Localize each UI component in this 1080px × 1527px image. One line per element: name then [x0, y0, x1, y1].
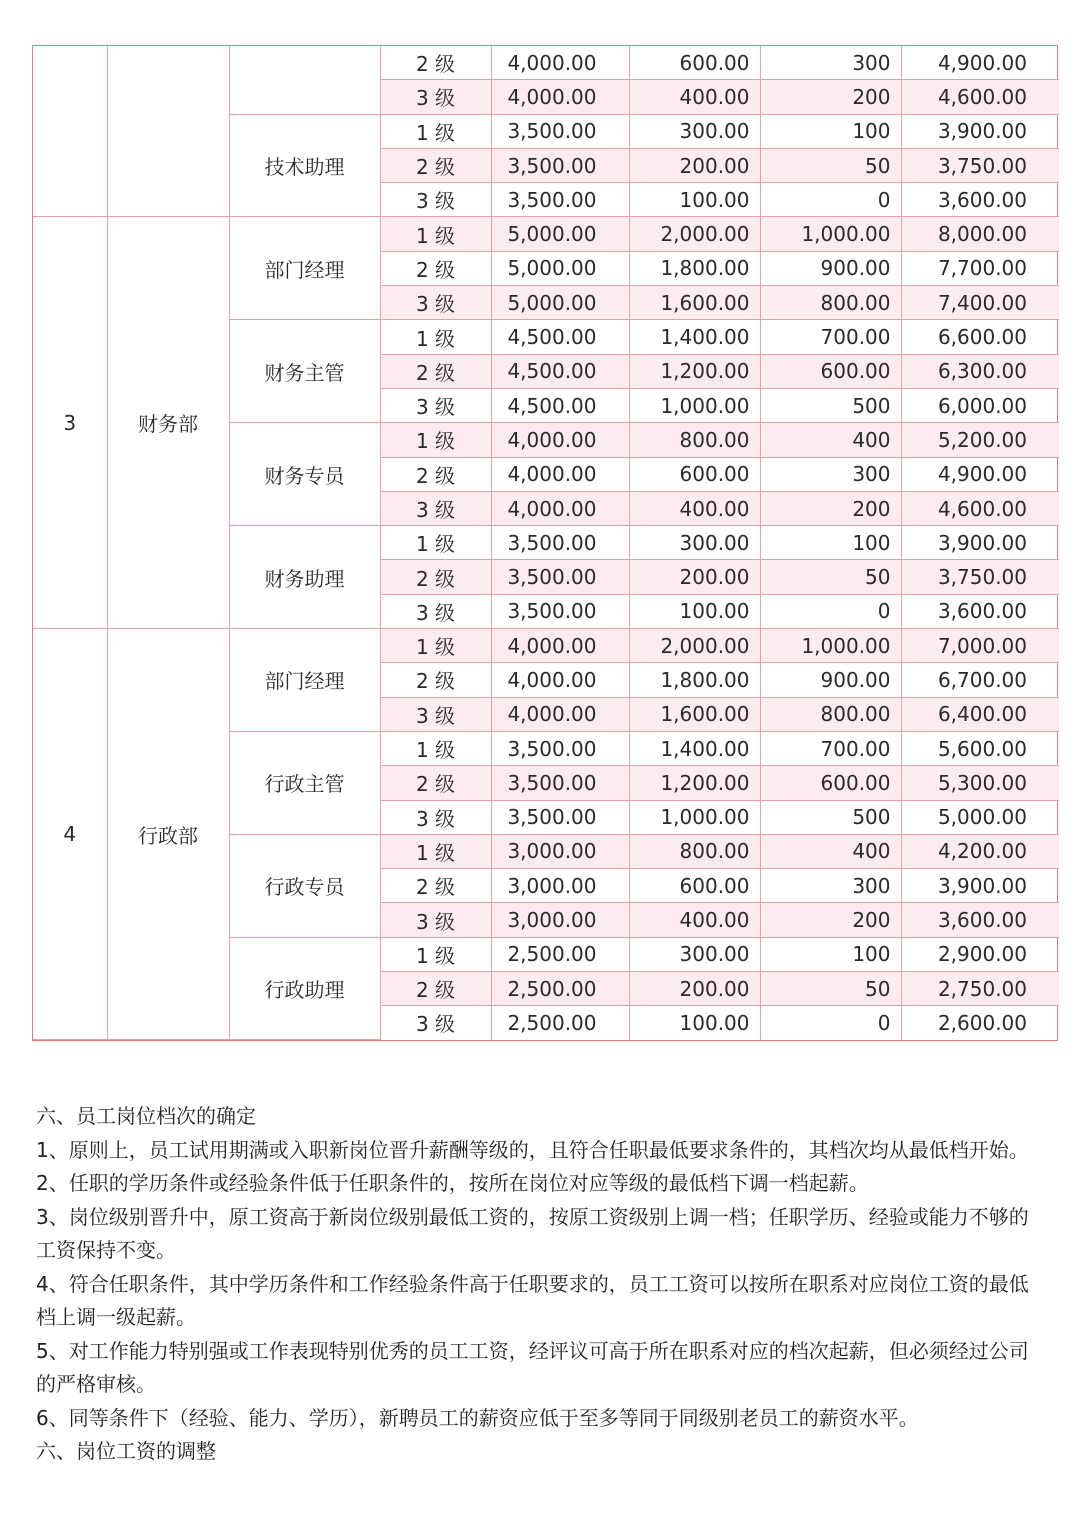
level-cell: 1 级 [380, 320, 491, 354]
total-salary-cell: 3,600.00 [901, 903, 1059, 937]
base-salary-cell: 2,500.00 [491, 937, 629, 971]
base-salary-cell: 3,000.00 [491, 834, 629, 868]
level-cell: 2 级 [380, 354, 491, 388]
base-salary-cell: 4,000.00 [491, 629, 629, 663]
total-salary-cell: 5,200.00 [901, 423, 1059, 457]
performance-cell: 600.00 [760, 766, 901, 800]
post-salary-cell: 600.00 [629, 457, 760, 491]
base-salary-cell: 3,500.00 [491, 800, 629, 834]
total-salary-cell: 3,600.00 [901, 183, 1059, 217]
level-cell: 3 级 [380, 697, 491, 731]
level-cell: 1 级 [380, 423, 491, 457]
base-salary-cell: 4,500.00 [491, 354, 629, 388]
post-salary-cell: 1,400.00 [629, 731, 760, 765]
performance-cell: 700.00 [760, 731, 901, 765]
post-salary-cell: 300.00 [629, 526, 760, 560]
total-salary-cell: 6,700.00 [901, 663, 1059, 697]
performance-cell: 1,000.00 [760, 217, 901, 251]
level-cell: 3 级 [380, 183, 491, 217]
total-salary-cell: 2,600.00 [901, 1006, 1059, 1040]
position-name-cell: 行政专员 [229, 834, 380, 937]
performance-cell: 400 [760, 423, 901, 457]
base-salary-cell: 3,000.00 [491, 903, 629, 937]
level-cell: 3 级 [380, 286, 491, 320]
level-cell: 3 级 [380, 800, 491, 834]
performance-cell: 200 [760, 80, 901, 114]
performance-cell: 100 [760, 526, 901, 560]
post-salary-cell: 200.00 [629, 148, 760, 182]
base-salary-cell: 5,000.00 [491, 217, 629, 251]
performance-cell: 1,000.00 [760, 629, 901, 663]
performance-cell: 50 [760, 148, 901, 182]
performance-cell: 600.00 [760, 354, 901, 388]
post-salary-cell: 1,400.00 [629, 320, 760, 354]
department-index-cell: 4 [33, 629, 107, 1040]
level-cell: 2 级 [380, 457, 491, 491]
post-salary-cell: 100.00 [629, 1006, 760, 1040]
total-salary-cell: 3,900.00 [901, 869, 1059, 903]
post-salary-cell: 400.00 [629, 80, 760, 114]
performance-cell: 200 [760, 491, 901, 525]
performance-cell: 900.00 [760, 663, 901, 697]
total-salary-cell: 5,300.00 [901, 766, 1059, 800]
position-name-cell: 财务主管 [229, 320, 380, 423]
total-salary-cell: 5,600.00 [901, 731, 1059, 765]
total-salary-cell: 5,000.00 [901, 800, 1059, 834]
base-salary-cell: 3,500.00 [491, 766, 629, 800]
level-cell: 2 级 [380, 766, 491, 800]
level-cell: 3 级 [380, 1006, 491, 1040]
total-salary-cell: 3,750.00 [901, 560, 1059, 594]
post-salary-cell: 1,200.00 [629, 354, 760, 388]
post-salary-cell: 1,600.00 [629, 697, 760, 731]
total-salary-cell: 6,600.00 [901, 320, 1059, 354]
department-index-cell [33, 46, 107, 217]
next-section-title: 六、岗位工资的调整 [36, 1439, 216, 1463]
post-salary-cell: 800.00 [629, 423, 760, 457]
paragraph-5: 5、对工作能力特别强或工作表现特别优秀的员工工资，经评议可高于所在职系对应的档次起薪，但必须经过公司的严格审核。 [36, 1338, 1029, 1396]
performance-cell: 300 [760, 457, 901, 491]
post-salary-cell: 200.00 [629, 972, 760, 1006]
level-cell: 3 级 [380, 491, 491, 525]
department-name-cell: 财务部 [107, 217, 229, 629]
level-cell: 1 级 [380, 217, 491, 251]
total-salary-cell: 6,000.00 [901, 388, 1059, 422]
total-salary-cell: 8,000.00 [901, 217, 1059, 251]
total-salary-cell: 4,200.00 [901, 834, 1059, 868]
total-salary-cell: 4,600.00 [901, 491, 1059, 525]
post-salary-cell: 1,800.00 [629, 663, 760, 697]
post-salary-cell: 800.00 [629, 834, 760, 868]
post-salary-cell: 600.00 [629, 869, 760, 903]
base-salary-cell: 4,000.00 [491, 80, 629, 114]
salary-table [33, 46, 1059, 1040]
performance-cell: 400 [760, 834, 901, 868]
position-name-cell: 财务助理 [229, 526, 380, 629]
total-salary-cell: 7,400.00 [901, 286, 1059, 320]
post-salary-cell: 2,000.00 [629, 629, 760, 663]
performance-cell: 0 [760, 183, 901, 217]
post-salary-cell: 2,000.00 [629, 217, 760, 251]
post-salary-cell: 1,600.00 [629, 286, 760, 320]
post-salary-cell: 100.00 [629, 594, 760, 628]
paragraph-1: 1、原则上，员工试用期满或入职新岗位晋升薪酬等级的，且符合任职最低要求条件的，其档次均从最低档开始。 [36, 1137, 1029, 1162]
position-name-cell: 财务专员 [229, 423, 380, 526]
paragraph-4: 4、符合任职条件，其中学历条件和工作经验条件高于任职要求的，员工工资可以按所在职系对应岗位工资的最低档上调一级起薪。 [36, 1271, 1029, 1329]
table-row [33, 629, 1059, 663]
performance-cell: 0 [760, 594, 901, 628]
section-title: 六、员工岗位档次的确定 [36, 1104, 256, 1128]
total-salary-cell: 4,900.00 [901, 457, 1059, 491]
post-salary-cell: 1,800.00 [629, 251, 760, 285]
level-cell: 2 级 [380, 560, 491, 594]
post-salary-cell: 1,200.00 [629, 766, 760, 800]
position-name-cell: 部门经理 [229, 217, 380, 320]
base-salary-cell: 4,000.00 [491, 457, 629, 491]
level-cell: 3 级 [380, 388, 491, 422]
level-cell: 2 级 [380, 46, 491, 80]
performance-cell: 700.00 [760, 320, 901, 354]
base-salary-cell: 2,500.00 [491, 1006, 629, 1040]
salary-table-body [33, 46, 1059, 1040]
base-salary-cell: 3,000.00 [491, 869, 629, 903]
base-salary-cell: 3,500.00 [491, 731, 629, 765]
performance-cell: 0 [760, 1006, 901, 1040]
base-salary-cell: 3,500.00 [491, 114, 629, 148]
performance-cell: 50 [760, 972, 901, 1006]
level-cell: 3 级 [380, 594, 491, 628]
total-salary-cell: 3,900.00 [901, 526, 1059, 560]
base-salary-cell: 5,000.00 [491, 251, 629, 285]
level-cell: 2 级 [380, 869, 491, 903]
level-cell: 2 级 [380, 148, 491, 182]
post-salary-cell: 300.00 [629, 937, 760, 971]
position-name-cell: 行政助理 [229, 937, 380, 1039]
base-salary-cell: 4,000.00 [491, 697, 629, 731]
base-salary-cell: 4,000.00 [491, 491, 629, 525]
level-cell: 1 级 [380, 629, 491, 663]
level-cell: 2 级 [380, 663, 491, 697]
level-cell: 1 级 [380, 731, 491, 765]
post-salary-cell: 400.00 [629, 491, 760, 525]
base-salary-cell: 4,000.00 [491, 423, 629, 457]
base-salary-cell: 4,500.00 [491, 388, 629, 422]
post-salary-cell: 600.00 [629, 46, 760, 80]
paragraph-2: 2、任职的学历条件或经验条件低于任职条件的，按所在岗位对应等级的最低档下调一档起薪。 [36, 1171, 869, 1195]
post-salary-cell: 400.00 [629, 903, 760, 937]
position-name-cell: 部门经理 [229, 629, 380, 732]
total-salary-cell: 3,750.00 [901, 148, 1059, 182]
level-cell: 3 级 [380, 903, 491, 937]
total-salary-cell: 7,700.00 [901, 251, 1059, 285]
paragraph-6: 6、同等条件下（经验、能力、学历），新聘员工的薪资应低于至多等同于同级别老员工的薪资水平。 [36, 1405, 919, 1430]
total-salary-cell: 2,750.00 [901, 972, 1059, 1006]
total-salary-cell: 6,300.00 [901, 354, 1059, 388]
performance-cell: 800.00 [760, 286, 901, 320]
performance-cell: 800.00 [760, 697, 901, 731]
performance-cell: 100 [760, 937, 901, 971]
level-cell: 3 级 [380, 80, 491, 114]
base-salary-cell: 3,500.00 [491, 594, 629, 628]
policy-text [36, 1100, 1048, 1469]
performance-cell: 500 [760, 388, 901, 422]
level-cell: 1 级 [380, 114, 491, 148]
department-name-cell [107, 46, 229, 217]
performance-cell: 50 [760, 560, 901, 594]
level-cell: 1 级 [380, 937, 491, 971]
post-salary-cell: 300.00 [629, 114, 760, 148]
level-cell: 1 级 [380, 526, 491, 560]
performance-cell: 300 [760, 46, 901, 80]
post-salary-cell: 200.00 [629, 560, 760, 594]
performance-cell: 900.00 [760, 251, 901, 285]
performance-cell: 300 [760, 869, 901, 903]
base-salary-cell: 3,500.00 [491, 148, 629, 182]
base-salary-cell: 4,000.00 [491, 663, 629, 697]
total-salary-cell: 2,900.00 [901, 937, 1059, 971]
total-salary-cell: 7,000.00 [901, 629, 1059, 663]
base-salary-cell: 3,500.00 [491, 526, 629, 560]
post-salary-cell: 1,000.00 [629, 800, 760, 834]
base-salary-cell: 2,500.00 [491, 972, 629, 1006]
department-index-cell: 3 [33, 217, 107, 629]
paragraph-3: 3、岗位级别晋升中，原工资高于新岗位级别最低工资的，按原工资级别上调一档；任职学历、经验或能力不够的工资保持不变。 [36, 1204, 1029, 1262]
performance-cell: 100 [760, 114, 901, 148]
total-salary-cell: 4,900.00 [901, 46, 1059, 80]
post-salary-cell: 1,000.00 [629, 388, 760, 422]
position-name-cell: 技术助理 [229, 114, 380, 217]
performance-cell: 500 [760, 800, 901, 834]
base-salary-cell: 5,000.00 [491, 286, 629, 320]
level-cell: 2 级 [380, 251, 491, 285]
total-salary-cell: 6,400.00 [901, 697, 1059, 731]
salary-table-container [32, 45, 1058, 1041]
post-salary-cell: 100.00 [629, 183, 760, 217]
base-salary-cell: 3,500.00 [491, 560, 629, 594]
total-salary-cell: 3,900.00 [901, 114, 1059, 148]
total-salary-cell: 3,600.00 [901, 594, 1059, 628]
table-row [33, 46, 1059, 80]
total-salary-cell: 4,600.00 [901, 80, 1059, 114]
base-salary-cell: 4,000.00 [491, 46, 629, 80]
position-name-cell [229, 46, 380, 114]
performance-cell: 200 [760, 903, 901, 937]
base-salary-cell: 4,500.00 [491, 320, 629, 354]
level-cell: 1 级 [380, 834, 491, 868]
base-salary-cell: 3,500.00 [491, 183, 629, 217]
table-row [33, 217, 1059, 251]
level-cell: 2 级 [380, 972, 491, 1006]
position-name-cell: 行政主管 [229, 731, 380, 834]
department-name-cell: 行政部 [107, 629, 229, 1040]
